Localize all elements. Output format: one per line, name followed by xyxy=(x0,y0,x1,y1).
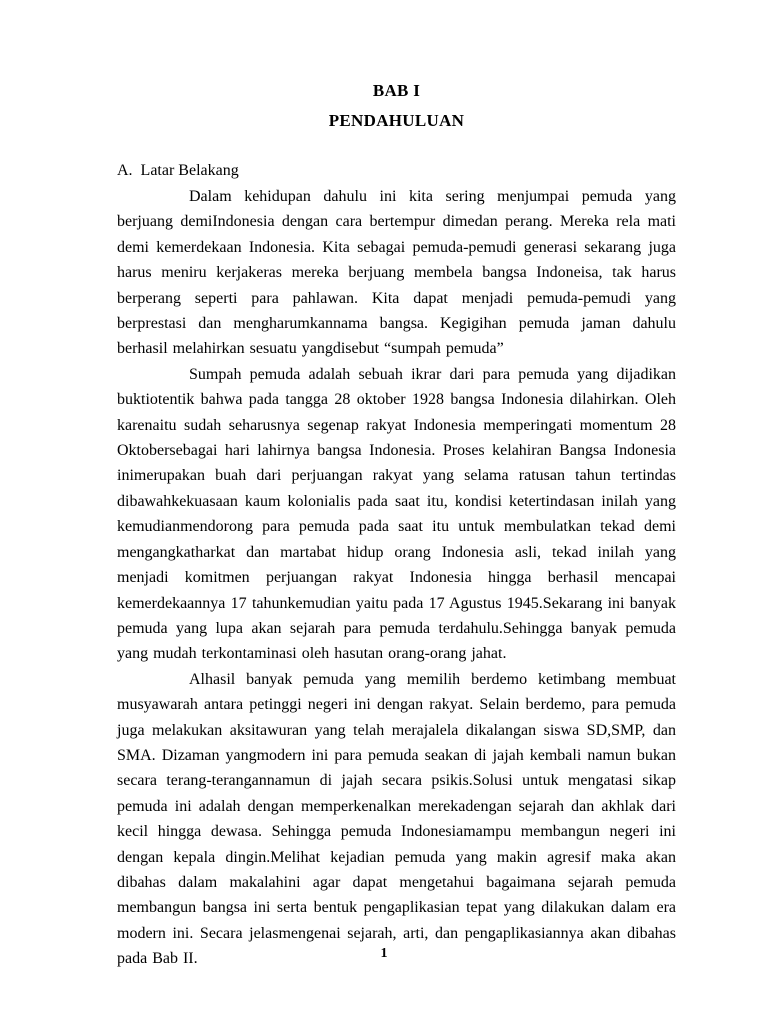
page-number: 1 xyxy=(380,946,388,961)
chapter-subtitle: PENDAHULUAN xyxy=(328,111,465,130)
body-paragraphs xyxy=(117,184,676,972)
paragraph-1: Dalam kehidupan dahulu ini kita sering menjumpai pemuda yang berjuang demiIndonesia dengan cara bertempur dimedan perang. Mereka rela mati demi kemerdekaan Indonesia. Kita sebagai pemuda-pemudi generasi sekarang juga harus meniru kerjakeras mereka berjuang membela bangsa Indoneisa, tak harus berperang seperti para pahlawan. Kita dapat menjadi pemuda-pemudi yang berprestasi dan mengharumkannama bangsa. Kegigihan pemuda jaman dahulu berhasil melahirkan sesuatu yangdisebut “sumpah pemuda” xyxy=(117,188,676,358)
chapter-title: BAB I xyxy=(372,81,421,100)
paragraph-2: Sumpah pemuda adalah sebuah ikrar dari para pemuda yang dijadikan buktiotentik bahwa pada tangga 28 oktober 1928 bangsa Indonesia dilahirkan. Oleh karenaitu sudah seharusnya segenap rakyat Indonesia memperingati momentum 28 Oktobersebagai hari lahirnya bangsa Indonesia. Proses kelahiran Bangsa Indonesia inimerupakan buah dari perjuangan rakyat yang selama ratusan tahun tertindas dibawahkekuasaan kaum kolonialis pada saat itu, kondisi ketertindasan inilah yang kemudianmendorong para pemuda pada saat itu untuk membulatkan tekad demi mengangkatharkat dan martabat hidup orang Indonesia asli, tekad inilah yang menjadi komitmen perjuangan rakyat Indonesia hingga berhasil mencapai kemerdekaannya 17 tahunkemudian yaitu pada 17 Agustus 1945.Sekarang ini banyak pemuda yang lupa akan sejarah para pemuda terdahulu.Sehingga banyak pemuda yang mudah terkontaminasi oleh hasutan orang-orang jahat. xyxy=(117,365,676,663)
section-heading: A. Latar Belakang xyxy=(117,162,239,179)
paragraph-3: Alhasil banyak pemuda yang memilih berdemo ketimbang membuat musyawarah antara petinggi negeri ini dengan rakyat. Selain berdemo, para pemuda juga melakukan aksitawuran yang telah merajalela dikalangan siswa SD,SMP, dan SMA. Dizaman yangmodern ini para pemuda seakan di jajah kembali namun bukan secara terang-terangannamun di jajah secara psikis.Solusi untuk mengatasi sikap pemuda ini adalah dengan memperkenalkan merekadengan sejarah dan akhlak dari kecil hingga dewasa. Sehingga pemuda Indonesiamampu membangun negeri ini dengan kepala dingin.Melihat kejadian pemuda yang makin agresif maka akan dibahas dalam makalahini agar dapat mengetahui bagaimana sejarah pemuda membangun bangsa ini serta bentuk pengaplikasian tepat yang dilakukan dalam era modern ini. Secara jelasmengenai sejarah, arti, dan pengaplikasiannya akan dibahas pada Bab II. xyxy=(117,670,676,968)
